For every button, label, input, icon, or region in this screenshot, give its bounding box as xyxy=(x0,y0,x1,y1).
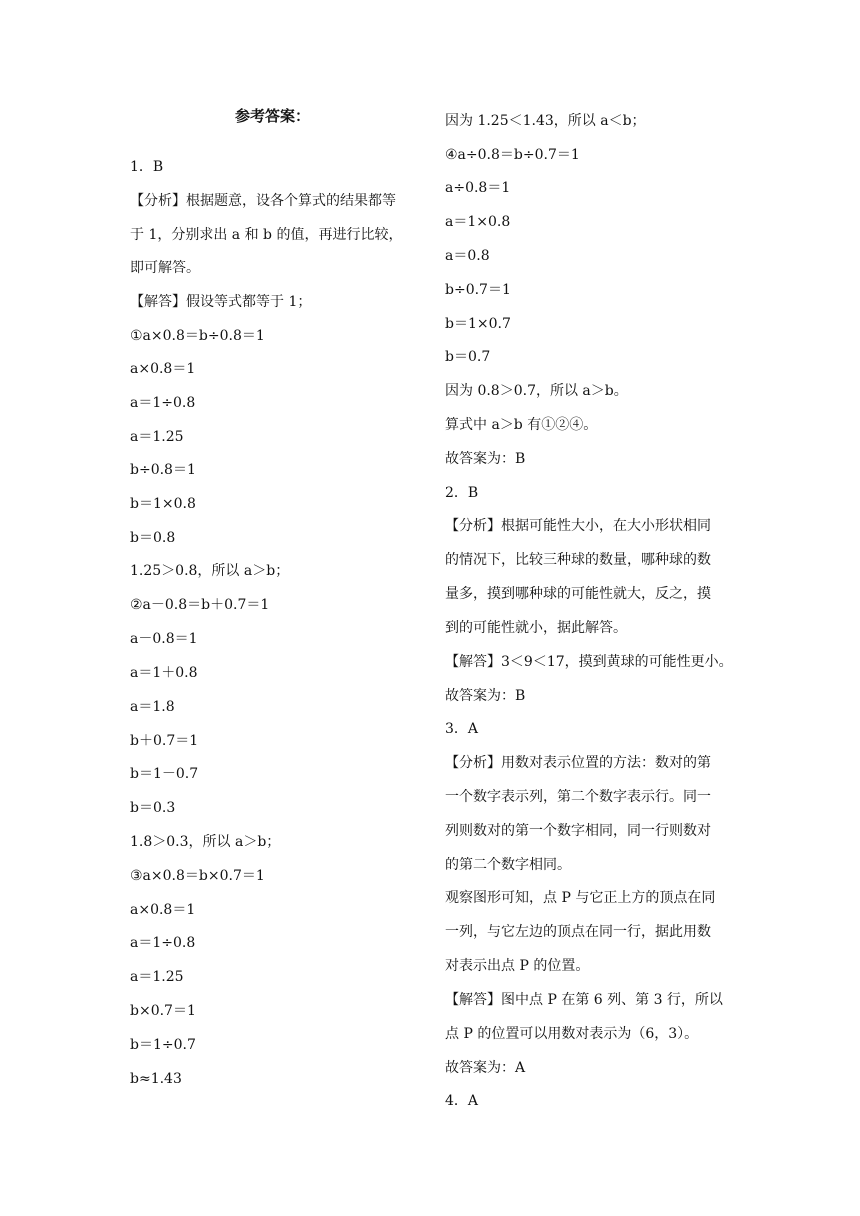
text-line: b≈1.43 xyxy=(130,1071,182,1087)
text-line: 因为 1.25＜1.43，所以 a＜b； xyxy=(445,113,646,129)
text-line: 2．B xyxy=(445,485,479,501)
text-line: a×0.8＝1 xyxy=(130,361,196,377)
text-line: ④a÷0.8＝b÷0.7＝1 xyxy=(445,147,580,163)
text-line: a＝1.25 xyxy=(130,969,184,985)
text-line: a＝0.8 xyxy=(445,248,490,264)
text-line: b＝1×0.7 xyxy=(445,316,511,332)
text-line: 【解答】假设等式都等于 1； xyxy=(130,294,312,310)
text-line: 【分析】根据可能性大小，在大小形状相同 xyxy=(445,518,711,534)
text-line: b＝1÷0.7 xyxy=(130,1037,196,1053)
text-line: a÷0.8＝1 xyxy=(445,180,511,196)
text-line: a＝1＋0.8 xyxy=(130,665,198,681)
text-line: 1.25＞0.8，所以 a＞b； xyxy=(130,563,290,579)
text-line: b＝0.7 xyxy=(445,349,491,365)
text-line: 【解答】3＜9＜17，摸到黄球的可能性更小。 xyxy=(445,654,733,670)
text-line: 的第二个数字相同。 xyxy=(445,857,571,873)
text-line: 列则数对的第一个数字相同，同一行则数对 xyxy=(445,823,711,839)
text-line: 故答案为：A xyxy=(445,1060,526,1076)
text-line: 一个数字表示列，第二个数字表示行。同一 xyxy=(445,789,711,805)
text-line: a＝1×0.8 xyxy=(445,214,511,230)
text-line: b＝0.3 xyxy=(130,800,176,816)
text-line: 于 1，分别求出 a 和 b 的值，再进行比较， xyxy=(130,227,403,243)
text-line: b＝0.8 xyxy=(130,530,176,546)
text-line: ①a×0.8＝b÷0.8＝1 xyxy=(130,328,265,344)
text-line: 因为 0.8＞0.7，所以 a＞b。 xyxy=(445,383,628,399)
text-line: 一列，与它左边的顶点在同一行，据此用数 xyxy=(445,924,711,940)
text-line: b＋0.7＝1 xyxy=(130,733,199,749)
text-line: 3．A xyxy=(445,721,479,737)
text-line: a＝1÷0.8 xyxy=(130,935,196,951)
text-line: b÷0.7＝1 xyxy=(445,282,511,298)
text-line: 到的可能性就小，据此解答。 xyxy=(445,620,627,636)
text-line: a＝1.25 xyxy=(130,429,184,445)
text-line: a＝1÷0.8 xyxy=(130,395,196,411)
text-line: ②a－0.8＝b＋0.7＝1 xyxy=(130,597,270,613)
text-line: 1．B xyxy=(130,159,164,175)
text-line: 即可解答。 xyxy=(130,260,200,276)
text-line: a×0.8＝1 xyxy=(130,902,196,918)
text-line: b×0.7＝1 xyxy=(130,1003,196,1019)
text-line: 量多，摸到哪种球的可能性就大，反之，摸 xyxy=(445,586,711,602)
text-line: 对表示出点 P 的位置。 xyxy=(445,958,590,974)
text-line: b÷0.8＝1 xyxy=(130,462,196,478)
text-line: 【分析】用数对表示位置的方法：数对的第 xyxy=(445,755,711,771)
text-line: 故答案为：B xyxy=(445,688,526,704)
text-line: 点 P 的位置可以用数对表示为（6，3）。 xyxy=(445,1026,699,1042)
text-line: 故答案为：B xyxy=(445,451,526,467)
text-line: b＝1－0.7 xyxy=(130,766,199,782)
text-line: b＝1×0.8 xyxy=(130,496,196,512)
text-line: 【解答】图中点 P 在第 6 列、第 3 行，所以 xyxy=(445,992,723,1008)
page-title: 参考答案： xyxy=(235,107,311,125)
text-line: a＝1.8 xyxy=(130,699,175,715)
text-line: 4．A xyxy=(445,1093,479,1109)
text-line: 算式中 a＞b 有①②④。 xyxy=(445,417,598,433)
text-line: 观察图形可知，点 P 与它正上方的顶点在同 xyxy=(445,890,716,906)
text-line: ③a×0.8＝b×0.7＝1 xyxy=(130,868,265,884)
text-line: 的情况下，比较三种球的数量，哪种球的数 xyxy=(445,552,711,568)
text-line: a－0.8＝1 xyxy=(130,631,198,647)
text-line: 1.8＞0.3，所以 a＞b； xyxy=(130,834,281,850)
text-line: 【分析】根据题意，设各个算式的结果都等 xyxy=(130,193,396,209)
